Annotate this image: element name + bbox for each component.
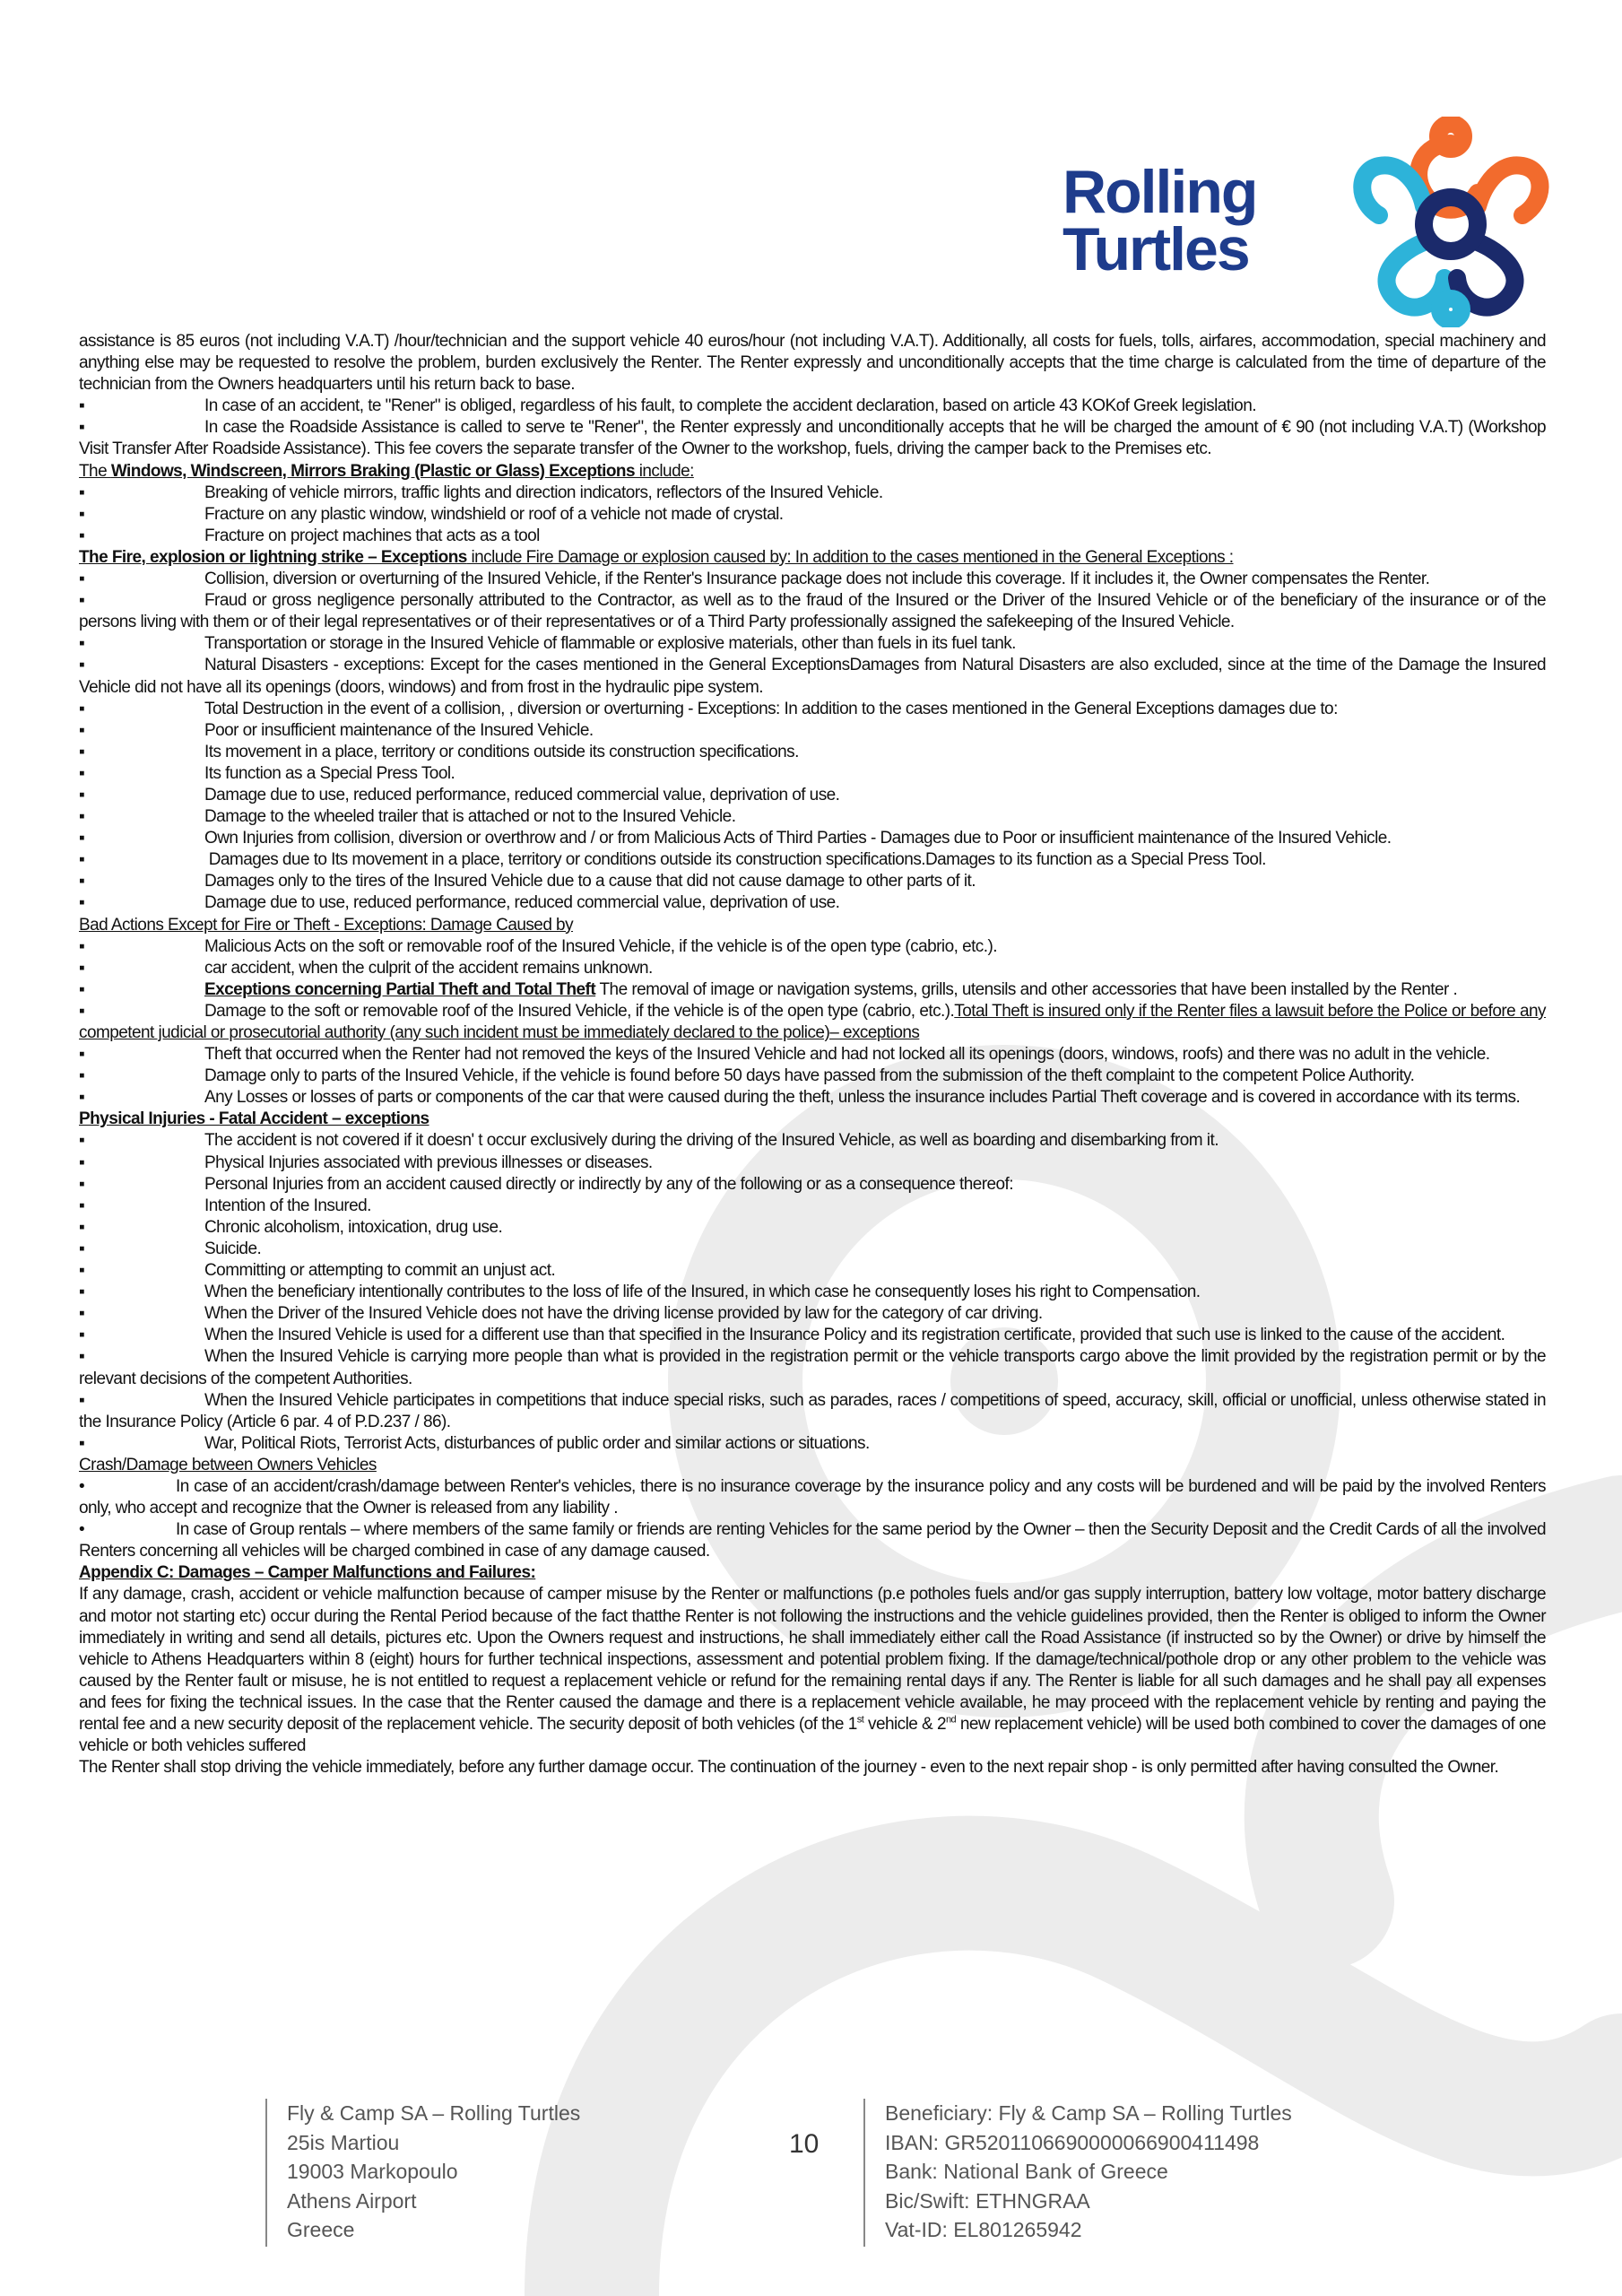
bullet-marker: ▪: [79, 1045, 85, 1065]
bullet-item: [79, 1282, 1546, 1303]
bullet-item: [79, 417, 1546, 460]
bullet-marker: ▪: [79, 893, 85, 913]
bullet-item: [79, 1476, 1546, 1519]
text-span: Total Destruction in the event of a collision, , diversion or overturning - Exceptions: In addition to the cases mentioned in the General Exceptions damages due to:: [204, 699, 1338, 718]
bullet-marker: ▪: [79, 850, 85, 870]
bullet-item: [79, 1346, 1546, 1389]
text-span: Damage to the wheeled trailer that is attached or not to the Insured Vehicle.: [204, 807, 736, 827]
text-span: Collision, diversion or overturning of the Insured Vehicle, if the Renter's Insurance package does not include this coverage. If it includes it, the Owner compensates the Renter.: [204, 570, 1430, 589]
text-span: Suicide.: [204, 1239, 262, 1258]
text-span: Committing or attempting to commit an unjust act.: [204, 1261, 556, 1281]
bullet-marker: ▪: [79, 396, 85, 416]
text-span: In case of Group rentals – where members of the same family or friends are renting Vehicles for the same period by the Owner – then the Security Deposit and the Credit Cards of all the involved Renters concerning all vehicles will be charged combined in case of any damage caused.: [79, 1520, 1546, 1561]
paragraph: [79, 1562, 1546, 1584]
text-span: Total Theft is insured only if the Renter files a lawsuit before the Police or before any competent judicial or prosecutorial authority (any such incident must be immediately declared to the police)– exceptions: [79, 1001, 1546, 1042]
text-span: Damage to the soft or removable roof of the Insured Vehicle, if the vehicle is of the open type (cabrio, etc.).: [204, 1001, 955, 1021]
bullet-item: [79, 1065, 1546, 1087]
bullet-marker: ▪: [79, 872, 85, 891]
superscript: nd: [945, 1714, 957, 1726]
bullet-marker: ▪: [79, 656, 85, 675]
paragraph: [79, 461, 1546, 483]
bullet-item: [79, 892, 1546, 914]
paragraph: [79, 915, 1546, 936]
bullet-marker: ▪: [79, 1152, 85, 1172]
bullet-marker: ▪: [79, 763, 85, 783]
text-span: car accident, when the culprit of the accident remains unknown.: [204, 958, 653, 978]
bullet-marker: ▪: [79, 1088, 85, 1108]
bullet-item: [79, 742, 1546, 763]
text-span: Its movement in a place, territory or conditions outside its construction specifications.: [204, 742, 799, 761]
company-address-block: [265, 2099, 580, 2247]
address-line: Athens Airport: [287, 2188, 417, 2213]
bank-line: Vat-ID: EL801265942: [885, 2218, 1082, 2241]
bullet-marker: ▪: [79, 634, 85, 654]
text-span: Physical Injuries associated with previous illnesses or diseases.: [204, 1152, 653, 1172]
text-span: Fracture on project machines that acts as a tool: [204, 526, 540, 545]
address-line: 25is Martiou: [287, 2130, 400, 2154]
bullet-marker: ▪: [79, 742, 85, 761]
bullet-item: [79, 979, 1546, 1001]
document-body: [79, 331, 1546, 1779]
bullet-item: [79, 1174, 1546, 1196]
bullet-item: [79, 1217, 1546, 1239]
paragraph: [79, 1757, 1546, 1779]
logo-line-1: Rolling: [1063, 158, 1257, 226]
bank-line: Bic/Swift: ETHNGRAA: [885, 2188, 1090, 2213]
bullet-item: [79, 699, 1546, 720]
bullet-marker: ▪: [79, 785, 85, 804]
bullet-marker: ▪: [79, 979, 85, 999]
bullet-item: [79, 1044, 1546, 1065]
bullet-marker: ▪: [79, 1217, 85, 1237]
bullet-marker: ▪: [79, 699, 85, 718]
text-span: In case of an accident/crash/damage between Renter's vehicles, there is no insurance coverage by the insurance policy and any costs will be burdened and will be paid by the involved Renters only, who accept and recognize that the Owner is released from any liability .: [79, 1476, 1546, 1518]
bullet-marker: ▪: [79, 418, 85, 438]
bullet-marker: ▪: [79, 1001, 85, 1021]
text-span: assistance is 85 euros (not including V.A.T) /hour/technician and the support vehicle 40 euros/hour (not including V.A.T). Additionally, all costs for fuels, tolls, airfares, accommodation, special machinery and anything else may be requested to resolve the problem, burden exclusively the Renter. The Renter expressly and unconditionally accepts that the time charge is calculated from the time of departure of the technician from the Owners headquarters until his return back to base.: [79, 332, 1546, 395]
bullet-marker: ▪: [79, 829, 85, 848]
bank-line: Beneficiary: Fly & Camp SA – Rolling Turtles: [885, 2101, 1292, 2125]
text-span: Theft that occurred when the Renter had not removed the keys of the Insured Vehicle and had not locked all its openings (doors, windows, roofs) and there was no adult in the vehicle.: [204, 1045, 1490, 1065]
text-span: Damage due to use, reduced performance, reduced commercial value, deprivation of use.: [204, 785, 840, 804]
text-span: Damage only to parts of the Insured Vehicle, if the vehicle is found before 50 days have passed from the submission of the theft complaint to the competent Police Authority.: [204, 1066, 1415, 1086]
text-span: new replacement vehicle) will be used both combined to cover the damages of one vehicle or both vehicles suffered: [79, 1715, 1547, 1756]
text-span: Windows, Windscreen, Mirrors Braking (Plastic or Glass) Exceptions: [110, 461, 636, 481]
text-span: vehicle & 2: [863, 1715, 946, 1734]
bullet-marker: •: [79, 1476, 85, 1496]
bullet-item: [79, 720, 1546, 742]
bullet-item: [79, 504, 1546, 526]
bullet-marker: ▪: [79, 1239, 85, 1258]
bullet-item: [79, 655, 1546, 698]
address-line: 19003 Markopoulo: [287, 2160, 458, 2183]
text-span: Personal Injuries from an accident caused directly or indirectly by any of the following or as a consequence thereof:: [204, 1174, 1014, 1194]
text-span: When the Driver of the Insured Vehicle does not have the driving license provided by law for the category of car driving.: [204, 1304, 1043, 1324]
paragraph: [79, 331, 1546, 396]
text-span: include Fire Damage or explosion caused by: In addition to the cases mentioned in the General Exceptions :: [466, 547, 1234, 567]
text-span: Breaking of vehicle mirrors, traffic lights and direction indicators, reflectors of the Insured Vehicle.: [204, 483, 883, 502]
bullet-item: [79, 958, 1546, 979]
text-span: When the Insured Vehicle is used for a different use than that specified in the Insurance Policy and its registration certificate, provided that such use is linked to the cause of the accident.: [204, 1326, 1505, 1345]
bullet-item: [79, 1087, 1546, 1109]
bullet-marker: •: [79, 1520, 85, 1540]
text-span: Own Injuries from collision, diversion or overthrow and / or from Malicious Acts of Third Parties - Damages due to Poor or insufficient maintenance of the Insured Vehicle.: [204, 829, 1392, 848]
bullet-item: [79, 1433, 1546, 1455]
text-span: The removal of image or navigation systems, grills, utensils and other accessories that have been installed by the Renter .: [595, 979, 1458, 999]
text-span: include:: [635, 461, 694, 481]
bullet-item: [79, 569, 1546, 590]
text-span: The Fire, explosion or lightning strike – Exceptions: [79, 547, 467, 567]
bullet-item: [79, 1130, 1546, 1152]
paragraph: [79, 1109, 1546, 1130]
bank-line: Bank: National Bank of Greece: [885, 2160, 1168, 2183]
bullet-marker: ▪: [79, 958, 85, 978]
bullet-item: [79, 1325, 1546, 1346]
text-span: Damages due to Its movement in a place, territory or conditions outside its construction specifications.Damages to its function as a Special Press Tool.: [204, 850, 1266, 870]
text-span: The Renter shall stop driving the vehicle immediately, before any further damage occur. The continuation of the journey - even to the next repair shop - is only permitted after having consulted the Owner.: [79, 1758, 1499, 1778]
text-span: Appendix C: Damages – Camper Malfunctions and Failures:: [79, 1563, 536, 1583]
bullet-marker: ▪: [79, 1347, 85, 1367]
bullet-item: [79, 483, 1546, 504]
bullet-marker: ▪: [79, 807, 85, 827]
page-number: 10: [789, 2129, 820, 2159]
page-footer: [0, 2099, 1622, 2296]
bullet-item: [79, 871, 1546, 892]
text-span: Fraud or gross negligence personally attributed to the Contractor, as well as to the fraud of the Insured or the Driver of the Insured Vehicle or of the beneficiary of the insurance or of the persons living with them or of their legal representatives or of their representatives or of a Third Party professionally assigned the safekeeping of the Insured Vehicle.: [79, 591, 1546, 632]
bullet-item: [79, 396, 1546, 417]
bullet-marker: ▪: [79, 936, 85, 956]
bullet-marker: ▪: [79, 483, 85, 502]
text-span: Transportation or storage in the Insured Vehicle of flammable or explosive materials, other than fuels in its fuel tank.: [204, 634, 1016, 654]
text-span: Natural Disasters - exceptions: Except for the cases mentioned in the General ExceptionsDamages from Natural Disasters are also excluded, since at the time of the Damage the Insured Vehicle did not have all its openings (doors, windows) and from frost in the hydraulic pipe system.: [79, 656, 1546, 697]
bullet-item: [79, 849, 1546, 871]
bullet-marker: ▪: [79, 1196, 85, 1215]
bullet-marker: ▪: [79, 570, 85, 589]
bullet-marker: ▪: [79, 1304, 85, 1324]
text-span: Crash/Damage between Owners Vehicles: [79, 1455, 377, 1474]
turtle-logo-icon: [1339, 117, 1563, 327]
bullet-item: [79, 936, 1546, 958]
bullet-marker: ▪: [79, 1326, 85, 1345]
text-span: If any damage, crash, accident or vehicle malfunction because of camper misuse by the Renter or malfunctions (p.e potholes fuels and/or gas supply interruption, battery low voltage, motor battery discharge and motor not starting etc) occur during the Rental Period because of the fact thatthe Renter is not following the instructions and the vehicle guidelines provided, then the Renter is obliged to inform the Owner immediately in writing and send all details, pictures etc. Upon the Owners request and instructions, he shall immediately either call the Road Assistance (if instructed so by the Owner) or drive by himself the vehicle to Athens Headquarters within 8 (eight) hours for further technical inspections, assessment and potential problem fixing. If the damage/technical/pothole drop or any other problem to the vehicle was caused by the Renter fault or misuse, he is not entitled to request a replacement vehicle or refund for the remaining rental days if any. The Renter is liable for all such damages and he shall pay all expenses and fees for fixing the technical issues. In the case that the Renter caused the damage and there is a replacement vehicle available, he may proceed with the replacement vehicle by renting and paying the rental fee and a new security deposit of the replacement vehicle. The security deposit of both vehicles (of the 1: [79, 1585, 1546, 1734]
paragraph: [79, 1455, 1546, 1476]
text-span: Intention of the Insured.: [204, 1196, 371, 1215]
bank-line: IBAN: GR5201106690000066900411498: [885, 2130, 1260, 2154]
bullet-item: [79, 1239, 1546, 1260]
bullet-marker: ▪: [79, 1131, 85, 1151]
text-span: Physical Injuries - Fatal Accident – exceptions: [79, 1109, 429, 1129]
text-span: War, Political Riots, Terrorist Acts, disturbances of public order and similar actions or situations.: [204, 1433, 870, 1453]
address-line: Greece: [287, 2218, 355, 2241]
text-span: Bad Actions Except for Fire or Theft - Exceptions: Damage Caused by: [79, 915, 574, 935]
text-span: In case of an accident, te "Rener" is obliged, regardless of his fault, to complete the accident declaration, based on article 43 KOKof Greek legislation.: [204, 396, 1256, 416]
bullet-marker: ▪: [79, 1390, 85, 1410]
logo-wordmark: [1063, 158, 1323, 283]
bullet-marker: ▪: [79, 591, 85, 611]
superscript: st: [856, 1714, 864, 1726]
text-span: Fracture on any plastic window, windshield or roof of a vehicle not made of crystal.: [204, 504, 784, 524]
text-span: When the Insured Vehicle participates in competitions that induce special risks, such as parades, races / competitions of speed, accuracy, skill, official or unofficial, unless otherwise stated in the Insurance Policy (Article 6 par. 4 of P.D.237 / 86).: [79, 1390, 1546, 1431]
bullet-marker: ▪: [79, 1174, 85, 1194]
bullet-item: [79, 806, 1546, 828]
bullet-item: [79, 1303, 1546, 1325]
bullet-item: [79, 526, 1546, 547]
bullet-marker: ▪: [79, 720, 85, 740]
text-span: When the Insured Vehicle is carrying more people than what is provided in the registration permit or the vehicle transports cargo above the limit provided by the registration permit or by the relevant decisions of the competent Authorities.: [79, 1347, 1546, 1388]
bullet-item: [79, 1260, 1546, 1282]
logo-line-2: Turtles: [1063, 215, 1249, 283]
bullet-item: [79, 828, 1546, 849]
address-line: Fly & Camp SA – Rolling Turtles: [287, 2101, 581, 2125]
paragraph: [79, 1584, 1546, 1757]
bullet-item: [79, 1519, 1546, 1562]
bullet-item: [79, 1152, 1546, 1174]
text-span: The: [79, 461, 111, 481]
bullet-item: [79, 590, 1546, 633]
text-span: In case the Roadside Assistance is called to serve te "Rener", the Renter expressly and unconditionally accepts that he will be charged the amount of € 90 (not including V.A.T) (Workshop Visit Transfer After Roadside Assistance). This fee covers the separate transfer of the Owner to the workshop, fuels, driving the camper back to the Premises etc.: [79, 418, 1546, 459]
bullet-item: [79, 1196, 1546, 1217]
text-span: Any Losses or losses of parts or components of the car that were caused during the theft, unless the insurance includes Partial Theft coverage and is covered in accordance with its terms.: [204, 1088, 1521, 1108]
bank-details-block: [863, 2099, 1292, 2247]
bullet-item: [79, 1390, 1546, 1433]
company-logo: [1063, 117, 1565, 332]
bullet-marker: ▪: [79, 1283, 85, 1302]
paragraph: [79, 547, 1546, 569]
text-span: When the beneficiary intentionally contributes to the loss of life of the Insured, in which case he consequently loses his right to Compensation.: [204, 1283, 1201, 1302]
text-span: Exceptions concerning Partial Theft and Total Theft: [204, 979, 596, 999]
bullet-item: [79, 763, 1546, 785]
text-span: Poor or insufficient maintenance of the Insured Vehicle.: [204, 720, 594, 740]
bullet-item: [79, 633, 1546, 655]
text-span: Its function as a Special Press Tool.: [204, 763, 455, 783]
bullet-item: [79, 785, 1546, 806]
text-span: Chronic alcoholism, intoxication, drug use.: [204, 1217, 503, 1237]
bullet-marker: ▪: [79, 1066, 85, 1086]
bullet-marker: ▪: [79, 1261, 85, 1281]
bullet-marker: ▪: [79, 1433, 85, 1453]
bullet-item: [79, 1001, 1546, 1044]
text-span: Damages only to the tires of the Insured Vehicle due to a cause that did not cause damage to other parts of it.: [204, 872, 976, 891]
text-span: Malicious Acts on the soft or removable roof of the Insured Vehicle, if the vehicle is of the open type (cabrio, etc.).: [204, 936, 997, 956]
text-span: The accident is not covered if it doesn' t occur exclusively during the driving of the Insured Vehicle, as well as boarding and disembarking from it.: [204, 1131, 1219, 1151]
text-span: Damage due to use, reduced performance, reduced commercial value, deprivation of use.: [204, 893, 840, 913]
bullet-marker: ▪: [79, 526, 85, 545]
bullet-marker: ▪: [79, 504, 85, 524]
